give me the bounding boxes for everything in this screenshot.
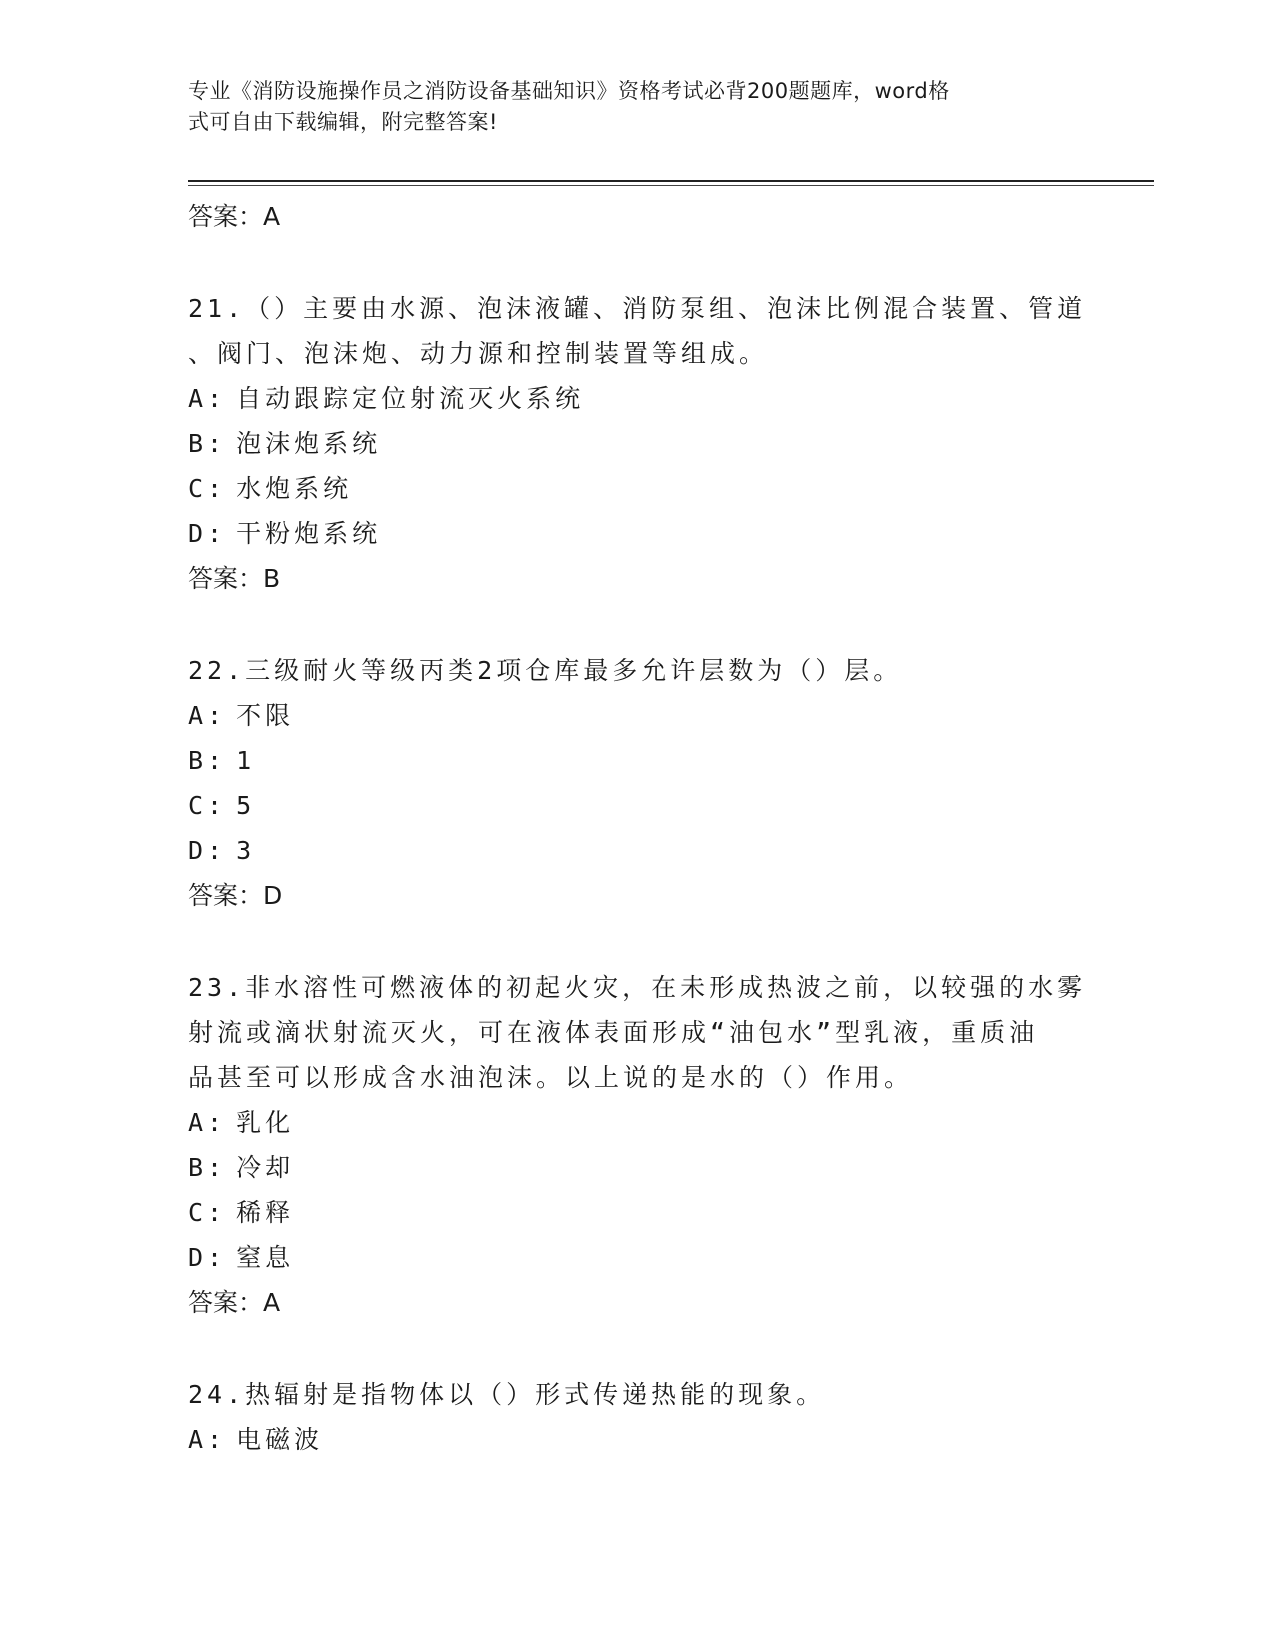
- option-text: 电磁波: [236, 1425, 324, 1454]
- header-line-1: 专业《消防设施操作员之消防设备基础知识》资格考试必背200题题库，word格: [188, 79, 950, 103]
- header-rule-thin: [188, 185, 1154, 186]
- page-header: [188, 76, 1068, 138]
- question-text-line: 24.热辐射是指物体以（）形式传递热能的现象。: [188, 1380, 826, 1409]
- answer-line: 答案：D: [188, 881, 283, 910]
- question-text-line: 、阀门、泡沫炮、动力源和控制装置等组成。: [188, 339, 769, 368]
- option-text: 3: [236, 836, 256, 865]
- question-text-line: 21.（）主要由水源、泡沫液罐、消防泵组、泡沫比例混合装置、管道: [188, 294, 1087, 323]
- option-b: [188, 738, 1088, 783]
- question-text-line: 22.三级耐火等级丙类2项仓库最多允许层数为（）层。: [188, 656, 903, 685]
- option-letter: B:: [188, 746, 227, 775]
- option-text: 自动跟踪定位射流灭火系统: [236, 384, 585, 413]
- header-line-2: 式可自由下载编辑，附完整答案!: [188, 110, 498, 134]
- option-letter: D:: [188, 836, 227, 865]
- previous-answer: 答案：A: [188, 202, 281, 231]
- header-rule-thick: [188, 180, 1154, 182]
- question-23: [188, 965, 1088, 1326]
- option-text: 泡沫炮系统: [236, 429, 382, 458]
- option-letter: C:: [188, 1198, 227, 1227]
- option-letter: A:: [188, 701, 227, 730]
- question-text-line: 品甚至可以形成含水油泡沫。以上说的是水的（）作用。: [188, 1063, 914, 1092]
- answer-line: 答案：B: [188, 564, 281, 593]
- option-b: [188, 1145, 1088, 1190]
- option-text: 窒息: [236, 1243, 295, 1272]
- answer-line: 答案：A: [188, 1288, 281, 1317]
- option-letter: D:: [188, 1243, 227, 1272]
- option-letter: B:: [188, 1153, 227, 1182]
- option-a: [188, 376, 1088, 421]
- question-21: [188, 286, 1088, 602]
- option-text: 乳化: [236, 1108, 295, 1137]
- option-text: 不限: [236, 701, 295, 730]
- option-text: 稀释: [236, 1198, 295, 1227]
- option-b: [188, 421, 1088, 466]
- option-d: [188, 828, 1088, 873]
- option-letter: C:: [188, 791, 227, 820]
- option-letter: A:: [188, 1425, 227, 1454]
- question-text-line: 23.非水溶性可燃液体的初起火灾，在未形成热波之前，以较强的水雾: [188, 973, 1087, 1002]
- document-body: [188, 194, 1088, 1462]
- option-text: 冷却: [236, 1153, 295, 1182]
- option-letter: A:: [188, 384, 227, 413]
- option-text: 水炮系统: [236, 474, 353, 503]
- option-a: [188, 1100, 1088, 1145]
- option-letter: C:: [188, 474, 227, 503]
- question-text-line: 射流或滴状射流灭火，可在液体表面形成“油包水”型乳液，重质油: [188, 1018, 1039, 1047]
- option-letter: B:: [188, 429, 227, 458]
- option-a: [188, 693, 1088, 738]
- option-text: 干粉炮系统: [236, 519, 382, 548]
- question-24: [188, 1372, 1088, 1462]
- option-letter: D:: [188, 519, 227, 548]
- option-text: 5: [236, 791, 256, 820]
- option-c: [188, 466, 1088, 511]
- option-d: [188, 511, 1088, 556]
- question-22: [188, 648, 1088, 919]
- option-c: [188, 783, 1088, 828]
- option-c: [188, 1190, 1088, 1235]
- option-text: 1: [236, 746, 256, 775]
- option-letter: A:: [188, 1108, 227, 1137]
- option-d: [188, 1235, 1088, 1280]
- option-a: [188, 1417, 1088, 1462]
